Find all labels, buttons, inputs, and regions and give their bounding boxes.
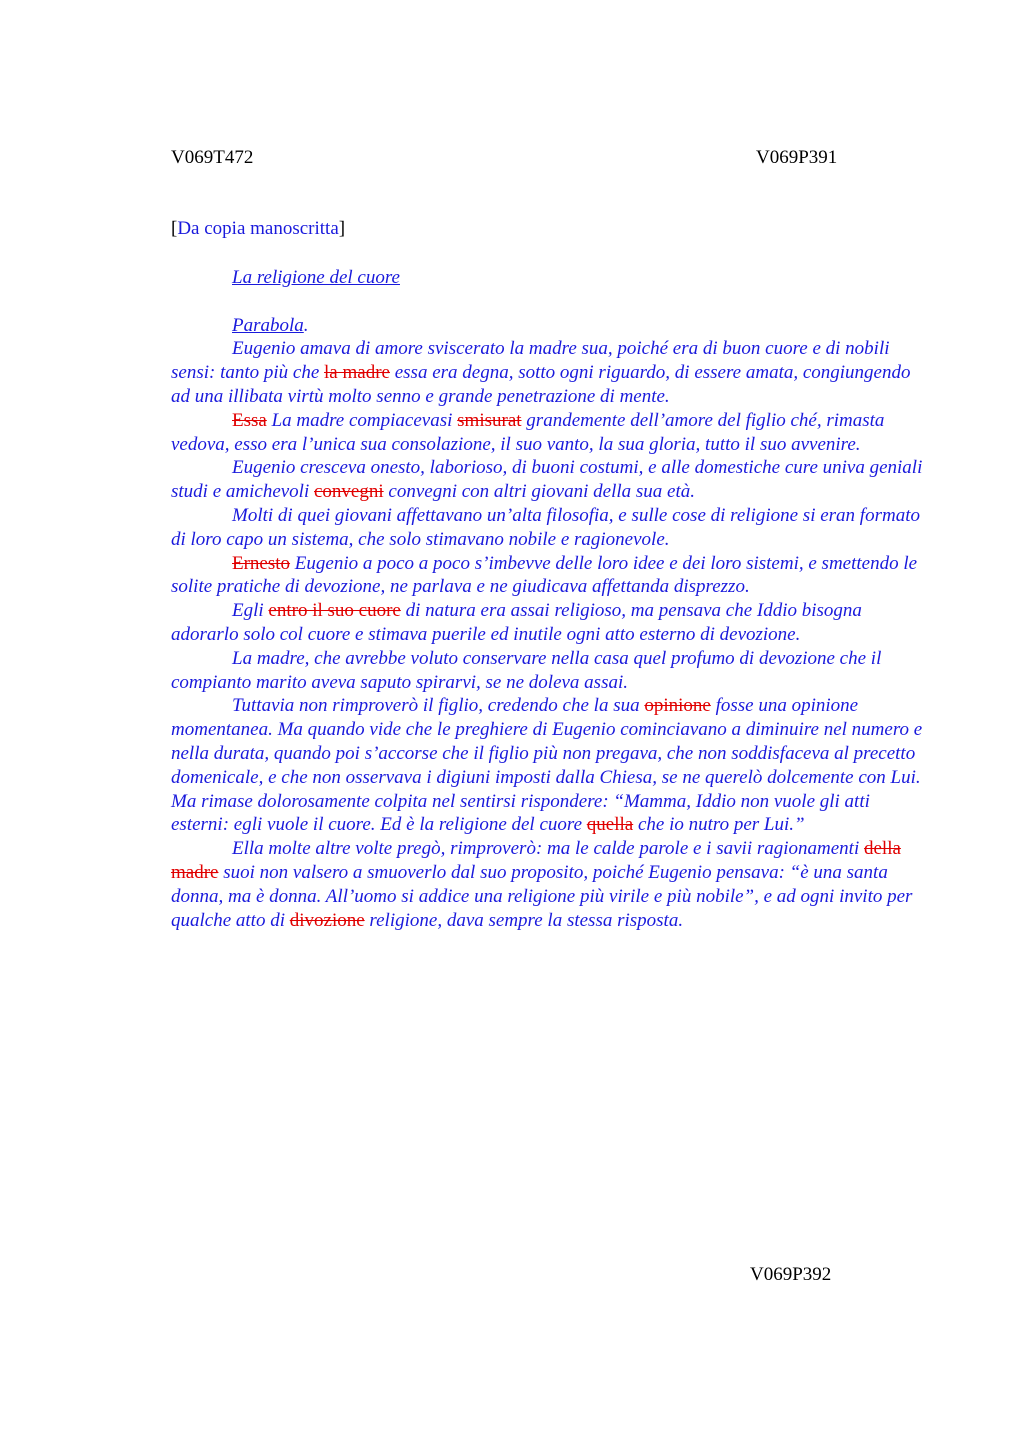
page-ref-top-right: V069P391	[756, 147, 838, 168]
deleted-text: entro il suo cuore	[268, 600, 401, 622]
paragraph	[171, 837, 931, 932]
paragraph-text: di natura era assai religioso, ma pensava che Iddio bisogna adorarlo solo col cuore e stimava puerile ed inutile ogni atto esterno di devozione.	[171, 600, 862, 645]
paragraph-text: suoi non valsero a smuoverlo dal suo proposito, poiché Eugenio pensava: “è una santa donna, ma è donna. All’uomo si addice una religione più virile e più nobile”, e ad ogni invito per qualche atto di	[171, 861, 913, 931]
deleted-text: quella	[586, 814, 634, 836]
deleted-text: convegni	[314, 481, 384, 503]
paragraph-text: Eugenio a poco a poco s’imbevve delle loro idee e dei loro sistemi, e smettendo le solite pratiche di devozione, ne parlava e ne giudicava affettanda disprezzo.	[171, 552, 918, 598]
paragraph	[171, 504, 931, 552]
paragraph-text: Molti di quei giovani affettavano un’alta filosofia, e sulle cose di religione si eran formato di loro capo un sistema, che solo stimavano nobile e ragionevole.	[171, 504, 920, 550]
paragraph	[171, 552, 931, 600]
paragraph	[171, 409, 931, 457]
deleted-text: divozione	[289, 909, 365, 931]
paragraph-text: Eugenio cresceva onesto, laborioso, di buoni costumi, e alle domestiche cure univa geniali studi e amichevoli	[171, 457, 923, 503]
paragraph	[171, 599, 931, 647]
paragraph	[171, 337, 931, 408]
source-note-open-bracket: [	[171, 218, 178, 239]
paragraph-text: Egli	[232, 600, 269, 622]
deleted-text: Ernesto	[232, 552, 291, 574]
deleted-text: la madre	[324, 362, 390, 384]
paragraph-text: La madre, che avrebbe voluto conservare nella casa quel profumo di devozione che il compianto marito aveva saputo spirarvi, se ne doleva assai.	[171, 647, 882, 693]
paragraph-text: Ella molte altre volte pregò, rimproverò: ma le calde parole e i savii ragionamenti	[232, 838, 864, 860]
source-note-text: Da copia manoscritta	[177, 218, 339, 239]
document-title-text: La religione del cuore	[232, 267, 400, 288]
document-subtitle	[171, 314, 931, 338]
deleted-text: smisurat	[457, 409, 522, 431]
paragraph-text: Tuttavia non rimproverò il figlio, credendo che la sua	[232, 695, 645, 717]
paragraph-text: che io nutro per Lui.”	[633, 814, 805, 836]
document-body	[171, 266, 931, 932]
document-title	[171, 266, 931, 290]
paragraph	[171, 694, 931, 837]
deleted-text: opinione	[644, 695, 711, 717]
deleted-text: Essa	[232, 409, 267, 431]
paragraph-text: La madre compiacevasi	[266, 409, 458, 431]
document-subtitle-text: Parabola	[232, 314, 304, 336]
page-ref-top-left: V069T472	[171, 147, 254, 168]
paragraph	[171, 456, 931, 504]
source-note	[171, 217, 345, 241]
paragraphs-container	[171, 337, 931, 932]
paragraph-text: fosse una opinione momentanea. Ma quando vide che le preghiere di Eugenio cominciavano a diminuire nel numero e nella durata, quando poi s’accorse che il figlio più non pregava, che non soddisfaceva al precetto domenicale, e che non osservava i digiuni imposti dalla Chiesa, se ne querelò dolcemente con Lui. Ma rimase dolorosamente colpita nel sentirsi rispondere: “Mamma, Iddio non vuole gli atti esterni: egli vuole il cuore. Ed è la religione del cuore	[171, 695, 923, 836]
deleted-text: della madre	[171, 838, 901, 883]
paragraph-text: grandemente dell’amore del figlio ché, rimasta vedova, esso era l’unica sua consolazione, il suo vanto, la sua gloria, tutto il suo avvenire.	[171, 409, 885, 455]
title-spacer	[171, 290, 931, 314]
paragraph-text: convegni con altri giovani della sua età.	[383, 481, 695, 503]
paragraph	[171, 647, 931, 695]
paragraph-text: Eugenio amava di amore sviscerato la madre sua, poiché era di buon cuore e di nobili sensi: tanto più che	[171, 338, 890, 384]
source-note-close-bracket: ]	[338, 218, 346, 239]
paragraph-text: religione, dava sempre la stessa risposta.	[364, 909, 684, 931]
page-ref-bottom: V069P392	[750, 1264, 832, 1285]
paragraph-text: essa era degna, sotto ogni riguardo, di essere amata, congiungendo ad una illibata virtù molto senno e grande penetrazione di mente.	[171, 362, 911, 407]
subtitle-punctuation: .	[303, 314, 309, 336]
